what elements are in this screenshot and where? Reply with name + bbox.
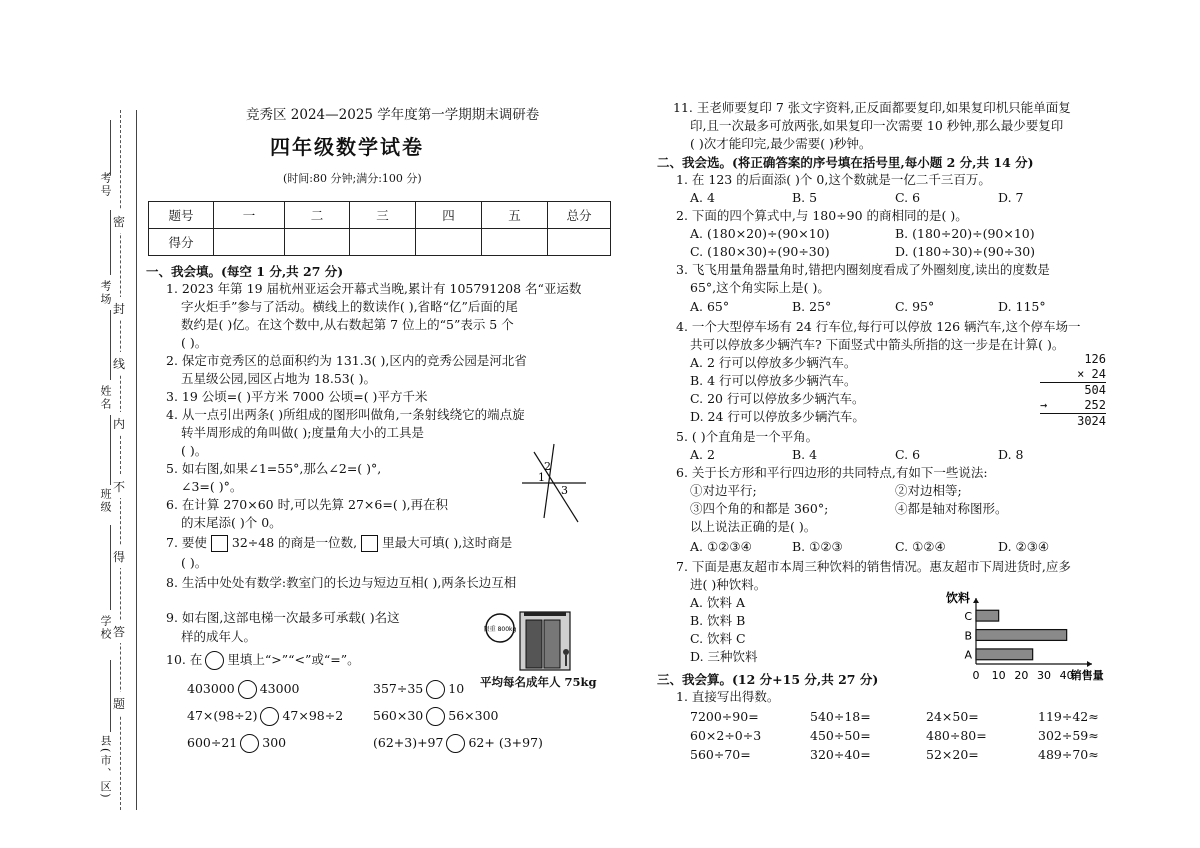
angle-label-3: 3 bbox=[561, 484, 568, 497]
binding-label-name: 姓名 bbox=[99, 385, 112, 411]
elevator-figure bbox=[482, 608, 582, 674]
x-tick-label: 10 bbox=[991, 669, 1006, 682]
vertical-calculation bbox=[1040, 352, 1106, 429]
paper-title: 四年级数学试卷 bbox=[270, 135, 424, 159]
x-tick-label: 30 bbox=[1037, 669, 1051, 682]
calc-line: 504 bbox=[1084, 383, 1106, 397]
elevator-top-panel bbox=[524, 612, 566, 616]
calc-item: 302÷59≈ bbox=[1038, 728, 1099, 743]
calc-item: 450÷50= bbox=[810, 728, 871, 743]
s1-q2-line: 五星级公园,园区占地为 18.53( )。 bbox=[181, 371, 376, 386]
weight-limit-text: 限重 800kg bbox=[483, 626, 517, 633]
score-table-cell: 题号 bbox=[149, 202, 214, 229]
option: C. (180×30)÷(90÷30) bbox=[690, 244, 830, 259]
person-icon bbox=[563, 649, 569, 655]
s2-q1: 1. 在 123 的后面添( )个 0,这个数就是一亿二千三百万。 bbox=[676, 172, 991, 187]
seal-char: 题 bbox=[113, 692, 125, 715]
compare-right: 300 bbox=[262, 735, 287, 750]
option: A. 65° bbox=[690, 299, 730, 314]
s1-q7 bbox=[166, 534, 512, 552]
option: D. 三种饮料 bbox=[690, 649, 758, 664]
s1-q11-line: 11. 王老师要复印 7 张文字资料,正反面都要复印,如果复印机只能单面复 bbox=[673, 100, 1071, 115]
compare-circle[interactable] bbox=[240, 734, 259, 753]
y-axis-label: 饮料 bbox=[946, 591, 971, 605]
s1-q2-line: 2. 保定市竞秀区的总面积约为 131.3( ),区内的竞秀公园是河北省 bbox=[166, 353, 527, 368]
seal-char: 线 bbox=[113, 352, 125, 375]
seal-char: 封 bbox=[113, 297, 125, 320]
binding-blank bbox=[110, 415, 111, 485]
seal-char: 不 bbox=[113, 475, 125, 498]
calc-item: 560÷70= bbox=[690, 747, 751, 762]
compare-left: 357÷35 bbox=[373, 681, 424, 696]
calc-line bbox=[1040, 398, 1106, 414]
option: D. (180÷30)÷(90÷30) bbox=[895, 244, 1036, 259]
s2-q2: 2. 下面的四个算式中,与 180÷90 的商相同的是( )。 bbox=[676, 208, 968, 223]
statement: ①对边平行; bbox=[690, 483, 757, 498]
option: B. 5 bbox=[792, 190, 818, 205]
s1-q7-part: 32÷48 的商是一位数, bbox=[231, 535, 358, 550]
s1-q9-line: 样的成年人。 bbox=[181, 629, 257, 644]
x-axis-arrow-icon bbox=[1087, 661, 1092, 667]
category-label: A bbox=[964, 648, 972, 662]
s2-q3-line: 65°,这个角实际上是( )。 bbox=[690, 280, 830, 295]
elevator-door-left bbox=[526, 620, 542, 668]
compare-right: 43000 bbox=[259, 681, 300, 696]
elevator-caption: 平均每名成年人 75kg bbox=[480, 675, 597, 689]
category-label: C bbox=[964, 610, 972, 624]
blank-square-icon bbox=[361, 535, 378, 552]
compare-right: 47×98÷2 bbox=[282, 708, 344, 723]
crossing-line bbox=[534, 452, 578, 522]
s2-q7-line: 进( )种饮料。 bbox=[690, 577, 767, 592]
calc-line: × 24 bbox=[1040, 367, 1106, 383]
option: D. 8 bbox=[998, 447, 1024, 462]
binding-label-class: 班级 bbox=[99, 488, 112, 514]
binding-label-exam-number: 考号 bbox=[99, 172, 112, 198]
s1-q5-line: 5. 如右图,如果∠1=55°,那么∠2=( )°, bbox=[166, 461, 382, 476]
s1-q7-part: 7. 要使 bbox=[166, 535, 207, 550]
angle-label-2: 2 bbox=[544, 460, 551, 473]
score-blank[interactable] bbox=[548, 229, 611, 256]
option: A. ①②③④ bbox=[690, 539, 752, 554]
option: C. ①②④ bbox=[895, 539, 946, 554]
binding-label-exam-room: 考场 bbox=[99, 280, 112, 306]
option: A. (180×20)÷(90×10) bbox=[690, 226, 830, 241]
binding-label-county: 县(市、区) bbox=[99, 735, 112, 800]
s2-q6-ask: 以上说法正确的是( )。 bbox=[690, 519, 817, 534]
score-table-cell: 总分 bbox=[548, 202, 611, 229]
s1-q4-line: 转半周形成的角叫做( );度量角大小的工具是 bbox=[181, 425, 424, 440]
binding-blank bbox=[110, 310, 111, 380]
calc-item: 489÷70≈ bbox=[1038, 747, 1099, 762]
bar-A bbox=[976, 649, 1033, 660]
score-table-cell: 五 bbox=[482, 202, 548, 229]
x-tick-label: 40 bbox=[1059, 669, 1074, 682]
s1-q7-part: 里最大可填( ),这时商是 bbox=[382, 535, 513, 550]
compare-right: 56×300 bbox=[448, 708, 499, 723]
statement: ④都是轴对称图形。 bbox=[895, 501, 1008, 516]
bar-B bbox=[976, 630, 1067, 641]
score-blank[interactable] bbox=[214, 229, 285, 256]
compare-right: 62+ (3+97) bbox=[468, 735, 543, 750]
calc-item: 7200÷90= bbox=[690, 709, 759, 724]
s1-q3: 3. 19 公顷=( )平方米 7000 公顷=( )平方千米 bbox=[166, 389, 428, 404]
s1-q11-line: 印,且一次最多可放两张,如果复印一次需要 10 秒钟,那么最少要复印 bbox=[690, 118, 1064, 133]
score-blank[interactable] bbox=[285, 229, 350, 256]
binding-label-school: 学校 bbox=[99, 615, 112, 641]
s1-q1-line: ( )。 bbox=[181, 335, 208, 350]
calc-item: 24×50= bbox=[926, 709, 979, 724]
statement: ②对边相等; bbox=[895, 483, 962, 498]
score-blank[interactable] bbox=[350, 229, 416, 256]
s2-q3-line: 3. 飞飞用量角器量角时,错把内圈刻度看成了外圈刻度,读出的度数是 bbox=[676, 262, 1050, 277]
score-table-cell: 三 bbox=[350, 202, 416, 229]
calc-item: 540÷18= bbox=[810, 709, 871, 724]
calc-line: 3024 bbox=[1077, 414, 1106, 428]
blank-square-icon bbox=[211, 535, 228, 552]
compare-item bbox=[187, 680, 299, 699]
score-table-score-row bbox=[149, 229, 611, 256]
binding-blank bbox=[110, 210, 111, 275]
option: D. 7 bbox=[998, 190, 1024, 205]
s1-q11-line: ( )次才能印完,最少需要( )秒钟。 bbox=[690, 136, 872, 151]
calc-item: 119÷42≈ bbox=[1038, 709, 1099, 724]
s2-q4-line: 4. 一个大型停车场有 24 行车位,每行可以停放 126 辆汽车,这个停车场一 bbox=[676, 319, 1081, 334]
exam-info: (时间:80 分钟;满分:100 分) bbox=[283, 172, 422, 185]
binding-blank bbox=[110, 120, 111, 175]
option: A. 2 bbox=[690, 447, 715, 462]
bar-C bbox=[976, 610, 999, 621]
angle-figure bbox=[520, 440, 592, 525]
x-tick-label: 0 bbox=[972, 669, 980, 682]
s2-q5: 5. ( )个直角是一个平角。 bbox=[676, 429, 819, 444]
option: C. 20 行可以停放多少辆汽车。 bbox=[690, 391, 865, 406]
y-axis-arrow-icon bbox=[973, 598, 979, 603]
calc-item: 52×20= bbox=[926, 747, 979, 762]
s3-q1: 1. 直接写出得数。 bbox=[676, 689, 780, 704]
compare-circle[interactable] bbox=[426, 680, 445, 699]
score-table-cell: 一 bbox=[214, 202, 285, 229]
s2-q7-line: 7. 下面是惠友超市本周三种饮料的销售情况。惠友超市下周进货时,应多 bbox=[676, 559, 1071, 574]
compare-item bbox=[187, 707, 343, 726]
option: B. 4 bbox=[792, 447, 818, 462]
s1-q6-line: 6. 在计算 270×60 时,可以先算 27×6=( ),再在积 bbox=[166, 497, 449, 512]
score-table bbox=[148, 201, 611, 256]
option: A. 饮料 A bbox=[690, 595, 745, 610]
option: B. (180÷20)÷(90×10) bbox=[895, 226, 1035, 241]
score-blank[interactable] bbox=[416, 229, 482, 256]
compare-item bbox=[373, 734, 543, 753]
binding-blank bbox=[110, 525, 111, 610]
seal-char: 得 bbox=[113, 545, 125, 568]
s1-q4-line: 4. 从一点引出两条( )所组成的图形叫做角,一条射线绕它的端点旋 bbox=[166, 407, 525, 422]
calc-item: 60×2÷0÷3 bbox=[690, 728, 762, 743]
compare-item bbox=[187, 734, 286, 753]
category-label: B bbox=[964, 629, 972, 643]
section3-heading: 三、我会算。(12 分+15 分,共 27 分) bbox=[657, 672, 879, 687]
compare-circle[interactable] bbox=[238, 680, 257, 699]
seal-char: 答 bbox=[113, 620, 125, 643]
s1-q1-line: 数约是( )亿。在这个数中,从右数起第 7 位上的“5”表示 5 个 bbox=[181, 317, 514, 332]
compare-left: 47×(98÷2) bbox=[187, 708, 258, 723]
circle-blank-icon bbox=[205, 651, 224, 670]
option: B. 饮料 B bbox=[690, 613, 746, 628]
compare-left: 600÷21 bbox=[187, 735, 238, 750]
score-table-cell: 四 bbox=[416, 202, 482, 229]
sales-bar-chart bbox=[940, 590, 1110, 682]
x-axis-label: 销售量 bbox=[1070, 669, 1104, 682]
option: C. 6 bbox=[895, 190, 921, 205]
calc-value: 252 bbox=[1084, 398, 1106, 412]
option: B. ①②③ bbox=[792, 539, 843, 554]
compare-left: (62+3)+97 bbox=[373, 735, 444, 750]
section1-heading: 一、我会填。(每空 1 分,共 27 分) bbox=[146, 264, 344, 279]
statement: ③四个角的和都是 360°; bbox=[690, 501, 829, 516]
option: C. 6 bbox=[895, 447, 921, 462]
option: C. 95° bbox=[895, 299, 935, 314]
compare-item bbox=[373, 707, 499, 726]
s1-q10-suffix: 里填上“>”“<”或“=”。 bbox=[227, 652, 360, 667]
s1-q1-line: 1. 2023 年第 19 届杭州亚运会开幕式当晚,累计有 105791208 名“亚运数 bbox=[166, 281, 582, 296]
s1-q1-line: 字火炬手”参与了活动。横线上的数读作( ),省略“亿”后面的尾 bbox=[181, 299, 518, 314]
angle-label-1: 1 bbox=[538, 471, 545, 484]
option: B. 4 行可以停放多少辆汽车。 bbox=[690, 373, 857, 388]
seal-char: 密 bbox=[113, 210, 125, 233]
s1-q5-line: ∠3=( )°。 bbox=[181, 479, 243, 494]
s1-q9-line: 9. 如右图,这部电梯一次最多可承载( )名这 bbox=[166, 610, 400, 625]
arrow-right-icon: → bbox=[1040, 398, 1048, 412]
score-blank[interactable] bbox=[482, 229, 548, 256]
s1-q10-head bbox=[166, 651, 360, 670]
option: D. 24 行可以停放多少辆汽车。 bbox=[690, 409, 865, 424]
compare-item bbox=[373, 680, 464, 699]
elevator-door-right bbox=[544, 620, 560, 668]
option: D. ②③④ bbox=[998, 539, 1050, 554]
s1-q6-line: 的末尾添( )个 0。 bbox=[181, 515, 282, 530]
calc-line: 126 bbox=[1084, 352, 1106, 366]
calc-item: 480÷80= bbox=[926, 728, 987, 743]
calc-item: 320÷40= bbox=[810, 747, 871, 762]
s1-q4-line: ( )。 bbox=[181, 443, 208, 458]
option: C. 饮料 C bbox=[690, 631, 746, 646]
binding-blank bbox=[110, 660, 111, 732]
score-table-cell: 得分 bbox=[149, 229, 214, 256]
compare-right: 10 bbox=[448, 681, 465, 696]
s1-q7b: ( )。 bbox=[181, 555, 208, 570]
option: A. 2 行可以停放多少辆汽车。 bbox=[690, 355, 857, 370]
compare-circle[interactable] bbox=[426, 707, 445, 726]
compare-circle[interactable] bbox=[260, 707, 279, 726]
compare-left: 560×30 bbox=[373, 708, 424, 723]
section2-heading: 二、我会选。(将正确答案的序号填在括号里,每小题 2 分,共 14 分) bbox=[657, 155, 1034, 170]
s1-q8: 8. 生活中处处有数学:教室门的长边与短边互相( ),两条长边互相 bbox=[166, 575, 517, 590]
binding-line bbox=[136, 110, 137, 810]
compare-circle[interactable] bbox=[446, 734, 465, 753]
score-table-cell: 二 bbox=[285, 202, 350, 229]
option: B. 25° bbox=[792, 299, 832, 314]
option: A. 4 bbox=[690, 190, 715, 205]
seal-char: 内 bbox=[113, 412, 125, 435]
compare-left: 403000 bbox=[187, 681, 235, 696]
s1-q10-prefix: 10. 在 bbox=[166, 652, 203, 667]
option: D. 115° bbox=[998, 299, 1046, 314]
s2-q4-line: 共可以停放多少辆汽车? 下面竖式中箭头所指的这一步是在计算( )。 bbox=[690, 337, 1065, 352]
score-table-header-row bbox=[149, 202, 611, 229]
s2-q6: 6. 关于长方形和平行四边形的共同特点,有如下一些说法: bbox=[676, 465, 988, 480]
exam-name: 竞秀区 2024—2025 学年度第一学期期末调研卷 bbox=[246, 107, 540, 123]
x-tick-label: 20 bbox=[1014, 669, 1029, 682]
